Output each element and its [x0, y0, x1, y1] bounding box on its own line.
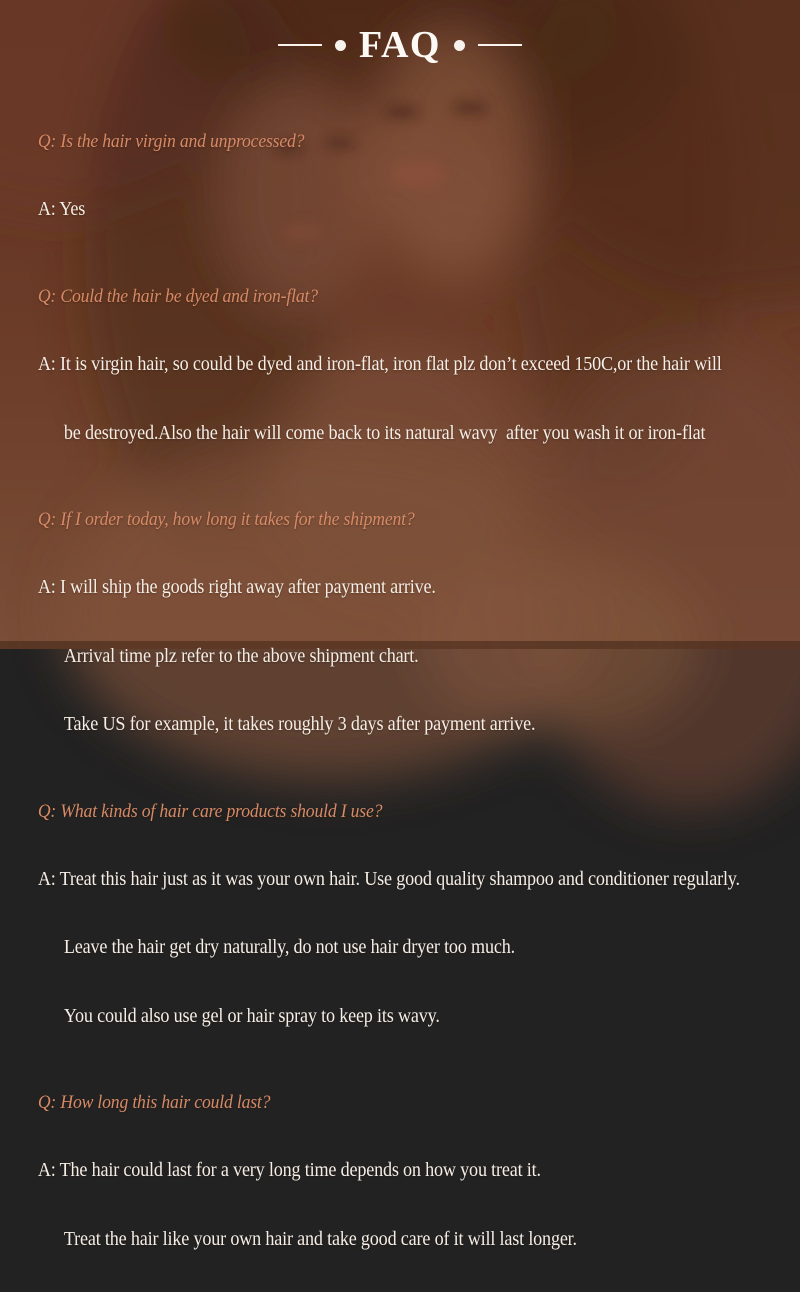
faq-answer-line: be destroyed.Also the hair will come back to its natural wavy after you wash it or iron-flat: [63, 422, 706, 444]
faq-answer-line: Arrival time plz refer to the above shipment chart.: [63, 645, 419, 667]
faq-answer-line: A: It is virgin hair, so could be dyed and iron-flat, iron flat plz don’t exceed 150C,or the hair will: [37, 354, 722, 376]
dot-left-icon: [335, 40, 346, 51]
faq-answer-line: A: The hair could last for a very long time depends on how you treat it.: [37, 1160, 541, 1182]
faq-title: FAQ: [359, 24, 441, 66]
section-header: [0, 24, 800, 66]
title-rule-right: [478, 44, 522, 46]
faq-question: Q: Is the hair virgin and unprocessed?: [37, 131, 305, 152]
faq-question: Q: If I order today, how long it takes for the shipment?: [37, 508, 415, 530]
faq-answer-line: A: Yes: [37, 199, 86, 221]
dot-right-icon: [454, 40, 465, 51]
faq-answer-line: Treat the hair like your own hair and take good care of it will last longer.: [63, 1228, 577, 1250]
faq-question: Q: How long this hair could last?: [37, 1092, 271, 1114]
faq-answer-line: A: I will ship the goods right away after payment arrive.: [37, 577, 436, 599]
faq-question: Q: What kinds of hair care products should I use?: [37, 800, 383, 822]
faq-question: Q: Could the hair be dyed and iron-flat?: [37, 285, 318, 307]
faq-answer-line: A: Treat this hair just as it was your own hair. Use good quality shampoo and conditioner regularly.: [37, 868, 740, 890]
title-rule-left: [278, 44, 322, 46]
faq-answer-line: You could also use gel or hair spray to keep its wavy.: [63, 1005, 440, 1027]
faq-answer-line: Take US for example, it takes roughly 3 days after payment arrive.: [63, 714, 536, 736]
faq-answer-line: Leave the hair get dry naturally, do not use hair dryer too much.: [63, 937, 515, 959]
faq-list: [36, 90, 740, 1292]
